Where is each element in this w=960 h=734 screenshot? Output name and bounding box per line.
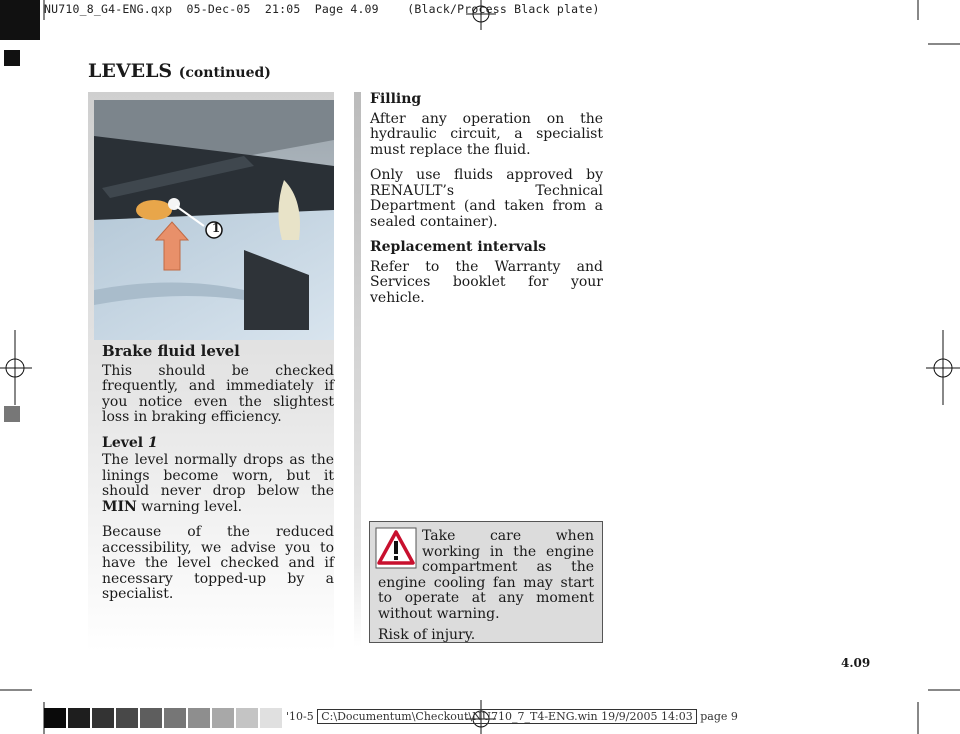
color-bar — [44, 708, 282, 728]
footer-prefix: '10-5 — [286, 710, 314, 723]
brake-fluid-intro: This should be checked frequently, and immediately if you notice even the slightest loss in braking efficiency. — [102, 362, 334, 425]
advice-paragraph: Because of the reduced accessibility, we advise you to have the level checked and if necessary topped-up by a specialist. — [102, 524, 334, 602]
corner-block — [0, 0, 40, 40]
filling-paragraph-2: Only use fluids approved by RENAULT’s Technical Department (and taken from a sealed container). — [370, 167, 603, 230]
filling-section — [370, 92, 603, 316]
warning-risk: Risk of injury. — [378, 627, 476, 643]
section-heading — [88, 60, 271, 82]
section-continued: (continued) — [178, 65, 271, 81]
footer-suffix: page 9 — [700, 710, 738, 723]
level-label: Level 1 — [102, 434, 158, 451]
intervals-paragraph: Refer to the Warranty and Services booklet for your vehicle. — [370, 258, 603, 306]
gray-swatch — [4, 406, 20, 422]
registration-mark-top — [466, 0, 496, 30]
filling-paragraph-1: After any operation on the hydraulic circuit, a specialist must replace the fluid. — [370, 110, 603, 158]
footer-info — [286, 710, 738, 723]
registration-mark-right — [926, 330, 960, 405]
brake-fluid-section — [102, 344, 334, 613]
intervals-title: Replacement intervals — [370, 239, 547, 255]
registration-mark-left — [0, 330, 32, 405]
filling-title: Filling — [370, 91, 422, 107]
corner-block-small — [4, 50, 20, 66]
callout-number: 1 — [211, 221, 221, 235]
min-label: MIN — [102, 498, 137, 515]
right-column-bar — [354, 92, 361, 647]
brake-fluid-title: Brake fluid level — [102, 342, 240, 360]
print-slug: NU710_8_G4-ENG.qxp 05-Dec-05 21:05 Page 4.09 (Black/Process Black plate) — [44, 2, 600, 16]
level-paragraph: The level normally drops as the linings become worn, but it should never drop below the MIN warning level. — [102, 452, 334, 515]
warning-paragraph: Take care when working in the engine compartment as the engine cooling fan may start to operate at any moment without warning. — [378, 528, 594, 622]
engine-photo — [94, 100, 334, 340]
section-title: LEVELS — [88, 60, 173, 82]
page-number: 4.09 — [841, 656, 871, 670]
level-number: 1 — [148, 434, 158, 451]
warning-text — [378, 529, 594, 650]
footer-path: C:\Documentum\Checkout\NU710_7_T4-ENG.win 19/9/2005 14:03 — [317, 709, 696, 724]
